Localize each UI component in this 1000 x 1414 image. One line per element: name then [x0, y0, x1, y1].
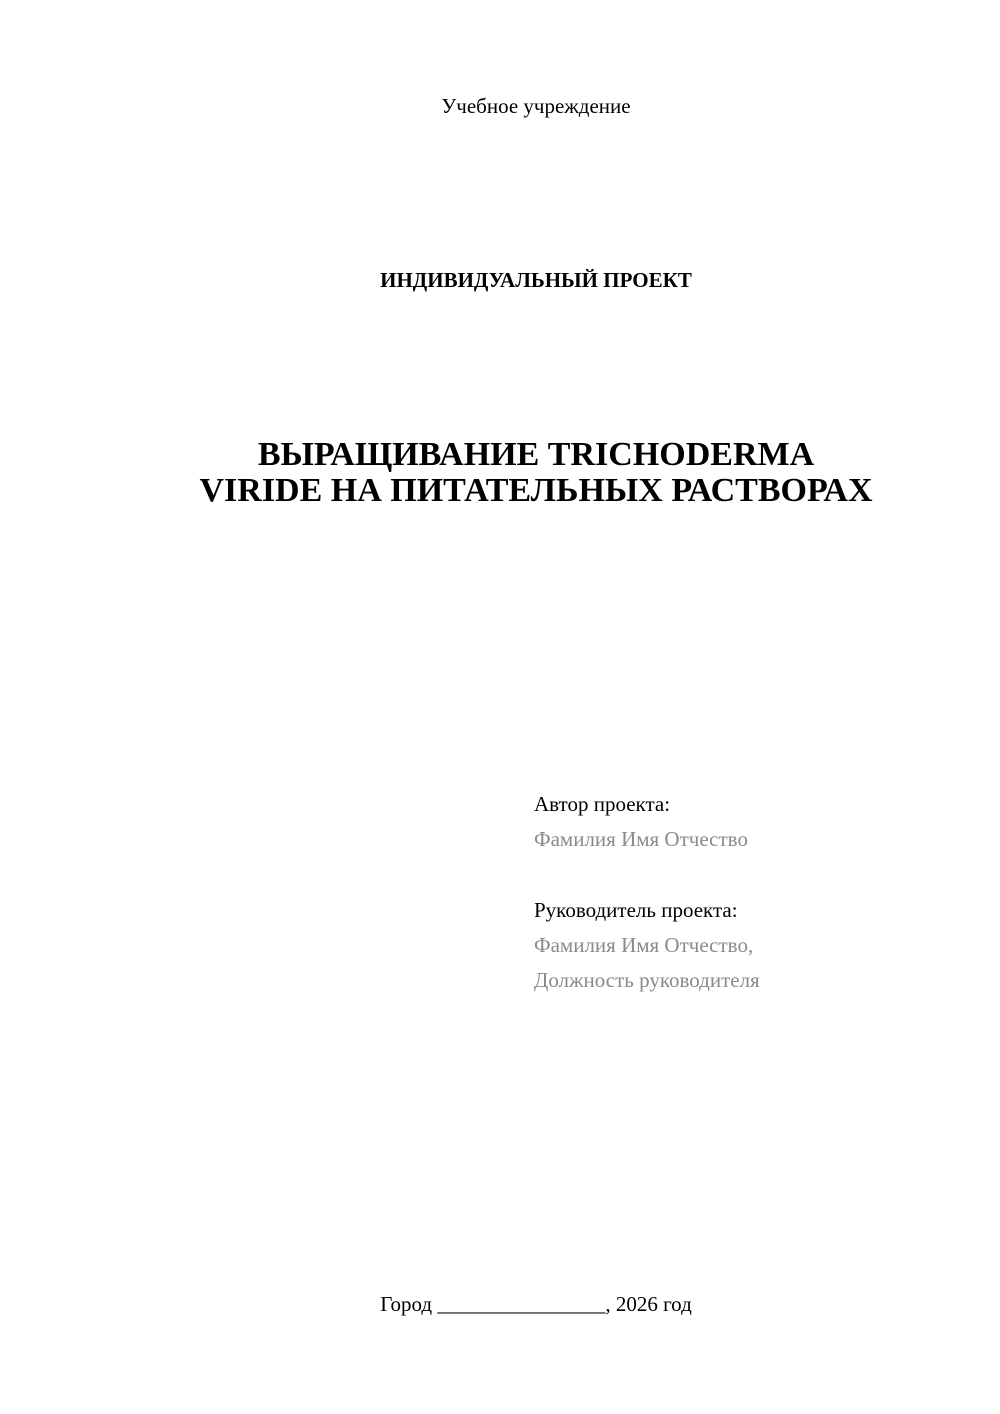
- city-year-line: Город ________________, 2026 год: [380, 1292, 692, 1316]
- project-title-line-2: VIRIDE НА ПИТАТЕЛЬНЫХ РАСТВОРАХ: [199, 472, 873, 509]
- project-title: [100, 437, 972, 509]
- supervisor-block: [534, 893, 974, 998]
- project-title-line-1: ВЫРАЩИВАНИЕ TRICHODERMA: [257, 436, 815, 473]
- supervisor-position: Должность руководителя: [534, 968, 760, 992]
- supervisor-name: Фамилия Имя Отчество,: [534, 933, 754, 957]
- author-label: Автор проекта:: [534, 792, 671, 816]
- author-block: [534, 787, 974, 857]
- supervisor-label: Руководитель проекта:: [534, 898, 738, 922]
- institution-name: Учебное учреждение: [441, 94, 631, 118]
- author-name: Фамилия Имя Отчество: [534, 827, 748, 851]
- project-type-heading: ИНДИВИДУАЛЬНЫЙ ПРОЕКТ: [380, 268, 692, 292]
